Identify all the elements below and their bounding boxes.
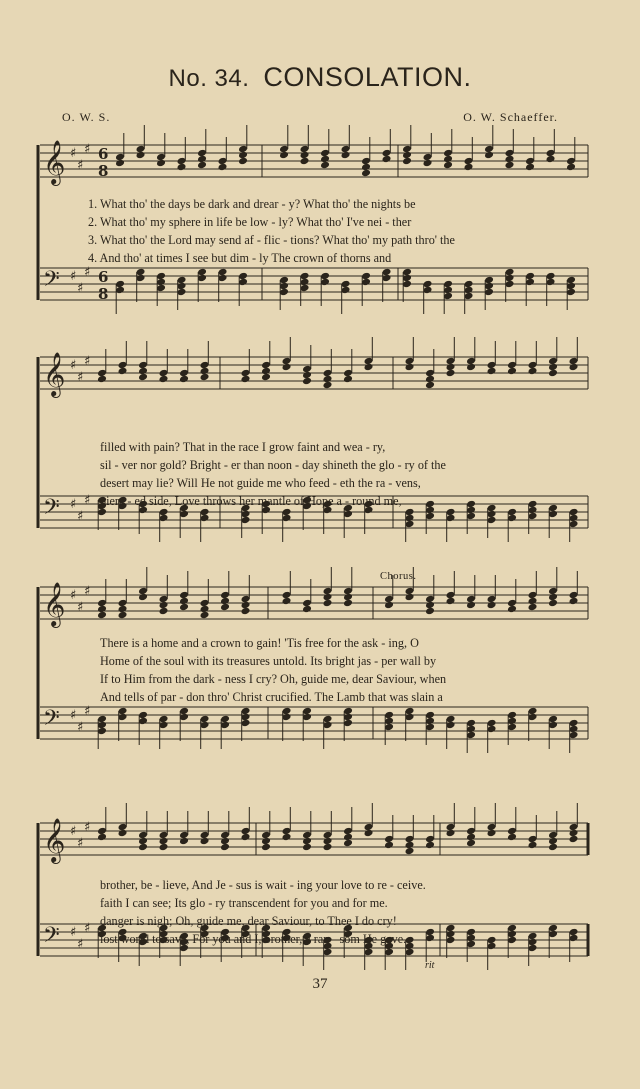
lyric-line: filled with pain? That in the race I grow faint and wea - ry, xyxy=(100,440,386,454)
sharp-icon: ♯ xyxy=(77,836,84,851)
lyric-line: danger is nigh; Oh, guide me, dear Saviour, to Thee I do cry! xyxy=(100,914,397,928)
note-head xyxy=(343,375,353,384)
lyric-line: 3. What tho' the Lord may send af - flic - tions? What tho' my path thro' the xyxy=(88,233,455,247)
sharp-icon: ♯ xyxy=(77,600,84,615)
lyric-line: pierc - ed side, Love throws her mantle of Hope a - round me, xyxy=(100,494,402,508)
bass-clef-icon: 𝄢 xyxy=(43,267,60,297)
sharp-icon: ♯ xyxy=(77,937,84,952)
sharp-icon: ♯ xyxy=(70,588,77,603)
sharp-icon: ♯ xyxy=(77,509,84,524)
note-head xyxy=(569,835,579,844)
sharp-icon: ♯ xyxy=(84,265,91,280)
note-head xyxy=(487,601,497,610)
note-head xyxy=(405,847,415,856)
note-head xyxy=(300,157,310,166)
lyric-line: lost world to save, For you and I, brother, a ran - som He gave. xyxy=(100,932,407,946)
note-head xyxy=(302,377,312,386)
note-head xyxy=(218,163,228,172)
note-head xyxy=(384,601,394,610)
lyric-line: faith I can see; Its glo - ry transcendent for you and for me. xyxy=(100,896,388,910)
note-head xyxy=(197,161,207,170)
sharp-icon: ♯ xyxy=(77,281,84,296)
time-signature-bottom: 8 xyxy=(98,285,109,303)
sharp-icon: ♯ xyxy=(70,358,77,373)
note-head xyxy=(118,611,128,620)
note-head xyxy=(97,375,107,384)
note-head xyxy=(507,367,517,376)
note-head xyxy=(200,837,210,846)
lyric-line: 2. What tho' my sphere in life be low - ly? What tho' I've nei - ther xyxy=(88,215,412,229)
note-head xyxy=(179,375,189,384)
note-head xyxy=(156,159,166,168)
note-head xyxy=(528,841,538,850)
lyric-line: 1. What tho' the days be dark and drear - y? What tho' the nights be xyxy=(88,197,416,211)
bass-clef-icon: 𝄢 xyxy=(43,923,60,953)
sharp-icon: ♯ xyxy=(84,921,91,936)
treble-clef-icon: 𝄞 xyxy=(43,818,66,862)
sharp-icon: ♯ xyxy=(84,142,91,157)
note-head xyxy=(466,839,476,848)
note-head xyxy=(569,363,579,372)
note-head xyxy=(159,607,169,616)
note-head xyxy=(200,611,210,620)
sharp-icon: ♯ xyxy=(84,354,91,369)
note-head xyxy=(115,159,125,168)
note-head xyxy=(302,605,312,614)
page-number: 37 xyxy=(312,976,328,992)
time-signature-top: 6 xyxy=(98,268,109,286)
note-head xyxy=(484,151,494,160)
treble-clef-icon: 𝄞 xyxy=(43,140,66,184)
note-head xyxy=(138,373,148,382)
lyric-line: There is a home and a crown to gain! 'Tis free for the ask - ing, O xyxy=(100,636,419,650)
note-head xyxy=(118,829,128,838)
treble-clef-icon: 𝄞 xyxy=(43,582,66,626)
music-credit: O. W. Schaeffer. xyxy=(463,110,558,124)
note-head xyxy=(405,593,415,602)
note-head xyxy=(443,161,453,170)
note-head xyxy=(548,369,558,378)
note-head xyxy=(361,169,371,178)
note-head xyxy=(364,363,374,372)
note-head xyxy=(177,163,187,172)
note-head xyxy=(405,363,415,372)
note-head xyxy=(138,593,148,602)
note-head xyxy=(282,363,292,372)
note-head xyxy=(323,381,333,390)
note-head xyxy=(487,367,497,376)
note-head xyxy=(546,155,556,164)
note-head xyxy=(425,607,435,616)
note-head xyxy=(241,607,251,616)
note-head xyxy=(261,373,271,382)
sharp-icon: ♯ xyxy=(70,146,77,161)
note-head xyxy=(261,843,271,852)
note-head xyxy=(364,829,374,838)
note-head xyxy=(323,843,333,852)
lyric-line: brother, be - lieve, And Je - sus is wait - ing your love to re - ceive. xyxy=(100,878,426,892)
note-head xyxy=(507,605,517,614)
note-head xyxy=(464,163,474,172)
note-head xyxy=(282,597,292,606)
sharp-icon: ♯ xyxy=(70,269,77,284)
note-head xyxy=(118,367,128,376)
hymn-title: CONSOLATION. xyxy=(263,62,472,92)
note-head xyxy=(159,843,169,852)
note-head xyxy=(320,161,330,170)
note-head xyxy=(505,161,515,170)
note-head xyxy=(179,837,189,846)
sharp-icon: ♯ xyxy=(70,824,77,839)
note-head xyxy=(507,833,517,842)
lyric-line: And tells of par - don thro' Christ crucified. The Lamb that was slain a xyxy=(100,690,443,704)
note-head xyxy=(548,599,558,608)
note-head xyxy=(343,839,353,848)
note-head xyxy=(241,375,251,384)
treble-clef-icon: 𝄞 xyxy=(43,352,66,396)
note-head xyxy=(282,833,292,842)
note-head xyxy=(323,599,333,608)
note-head xyxy=(446,829,456,838)
note-head xyxy=(136,151,146,160)
note-head xyxy=(569,597,579,606)
note-head xyxy=(487,829,497,838)
note-head xyxy=(220,603,230,612)
sharp-icon: ♯ xyxy=(77,720,84,735)
sharp-icon: ♯ xyxy=(84,820,91,835)
note-head xyxy=(159,375,169,384)
chorus-label: Chorus. xyxy=(380,571,417,582)
hymn-heading xyxy=(0,62,640,93)
note-head xyxy=(548,843,558,852)
sharp-icon: ♯ xyxy=(84,493,91,508)
note-head xyxy=(384,841,394,850)
lyric-line: Home of the soul with its treasures untold. Its bright jas - per wall by xyxy=(100,654,437,668)
note-head xyxy=(97,611,107,620)
note-head xyxy=(200,373,210,382)
note-head xyxy=(525,163,535,172)
note-head xyxy=(446,369,456,378)
sharp-icon: ♯ xyxy=(70,925,77,940)
note-head xyxy=(425,381,435,390)
note-head xyxy=(302,843,312,852)
note-head xyxy=(241,833,251,842)
lyric-line: sil - ver nor gold? Bright - er than noon - day shineth the glo - ry of the xyxy=(100,458,446,472)
words-credit: O. W. S. xyxy=(62,110,111,124)
note-head xyxy=(528,603,538,612)
sharp-icon: ♯ xyxy=(84,704,91,719)
note-head xyxy=(279,151,289,160)
note-head xyxy=(97,833,107,842)
note-head xyxy=(382,155,392,164)
note-head xyxy=(423,159,433,168)
lyric-line: 4. And tho' at times I see but dim - ly The crown of thorns and xyxy=(88,251,392,265)
note-head xyxy=(220,843,230,852)
sharp-icon: ♯ xyxy=(77,370,84,385)
note-head xyxy=(341,151,351,160)
note-head xyxy=(425,841,435,850)
bass-clef-icon: 𝄢 xyxy=(43,495,60,525)
note-head xyxy=(466,363,476,372)
note-head xyxy=(343,599,353,608)
note-head xyxy=(402,157,412,166)
lyric-line: If to Him from the dark - ness I cry? Oh, guide me, dear Saviour, when xyxy=(100,672,447,686)
note-head xyxy=(528,367,538,376)
note-head xyxy=(466,601,476,610)
note-head xyxy=(238,157,248,166)
sharp-icon: ♯ xyxy=(70,497,77,512)
lyric-line: desert may lie? Will He not guide me who feed - eth the ra - vens, xyxy=(100,476,421,490)
tempo-mark: rit xyxy=(425,960,435,971)
note-head xyxy=(138,843,148,852)
hymn-number: No. 34. xyxy=(168,65,250,92)
time-signature-bottom: 8 xyxy=(98,162,109,180)
note-head xyxy=(566,163,576,172)
time-signature-top: 6 xyxy=(98,145,109,163)
note-head xyxy=(446,597,456,606)
bass-clef-icon: 𝄢 xyxy=(43,706,60,736)
sharp-icon: ♯ xyxy=(70,708,77,723)
sharp-icon: ♯ xyxy=(77,158,84,173)
sharp-icon: ♯ xyxy=(84,584,91,599)
note-head xyxy=(179,603,189,612)
